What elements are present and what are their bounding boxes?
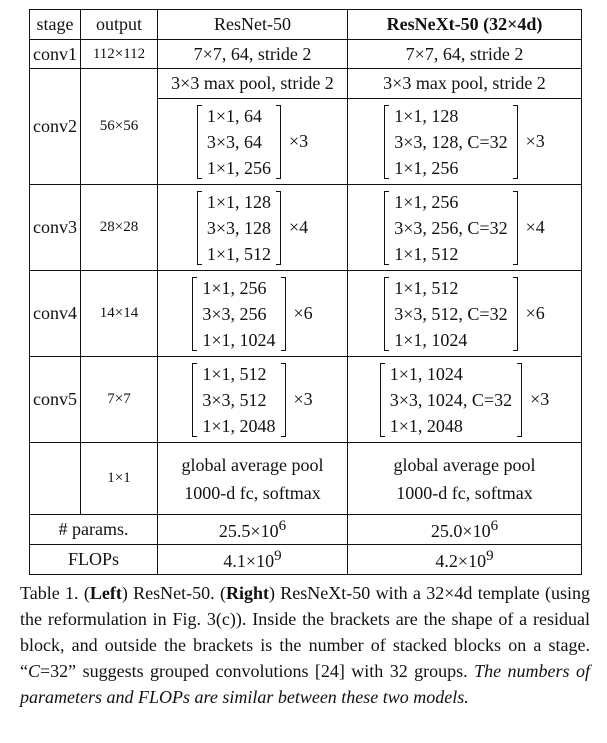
output-cell: 112×112: [81, 40, 158, 69]
table-row: [30, 40, 582, 69]
block-line: 1×1, 1024: [389, 363, 463, 384]
stage-cell: conv2: [30, 69, 81, 185]
flops-exponent: 9: [274, 547, 282, 564]
block-line: 1×1, 512: [394, 277, 459, 298]
block-multiplier: ×6: [525, 303, 545, 323]
block-line: 1×1, 512: [202, 363, 267, 384]
resnet-comparison-table: [29, 9, 582, 575]
block-line: 3×3, 256, C=32: [394, 217, 508, 238]
resnext-final-cell: [348, 443, 582, 515]
block-multiplier: ×4: [289, 217, 309, 237]
block-multiplier: ×6: [293, 303, 313, 323]
params-value: 25.0: [430, 520, 463, 541]
params-multiplier: ×10: [462, 520, 491, 541]
header-resnet: ResNet-50: [158, 10, 348, 40]
block-multiplier: ×3: [530, 389, 550, 409]
table-row: [30, 443, 582, 515]
block-line: 3×3, 64: [206, 131, 262, 152]
table-row: [30, 185, 582, 271]
final-line: global average pool: [393, 454, 536, 475]
params-value: 25.5: [218, 520, 251, 541]
header-stage: stage: [30, 10, 81, 40]
stage-cell: conv5: [30, 357, 81, 443]
resnet-flops-cell: [158, 545, 348, 575]
resnet-final-cell: [158, 443, 348, 515]
resnext-block-cell: [348, 357, 582, 443]
final-line: 1000-d fc, softmax: [184, 482, 321, 503]
block-line: 1×1, 128: [206, 191, 271, 212]
stage-cell: conv1: [30, 40, 81, 69]
resnext-pool-cell: 3×3 max pool, stride 2: [348, 69, 582, 99]
params-multiplier: ×10: [250, 520, 279, 541]
header-output: output: [81, 10, 158, 40]
final-line: global average pool: [181, 454, 324, 475]
flops-row: [30, 545, 582, 575]
caption-text-3: =32” suggests grouped convolutions [24] with 32 groups.: [40, 661, 475, 681]
table-row: [30, 69, 582, 99]
resnext-flops-cell: [348, 545, 582, 575]
caption-prefix: Table 1. (: [20, 583, 90, 603]
output-cell: 28×28: [81, 185, 158, 271]
output-cell: 1×1: [81, 443, 158, 515]
resnet-comparison-table-container: [29, 9, 581, 575]
block-multiplier: ×3: [293, 389, 313, 409]
caption-text-2: ) ResNeXt-50 with a 32×4d template (using the reformulation in Fig. 3(c)). Inside the brackets are the shape of a residual block, and outside the brackets is the number of stacked blocks on a stage. “: [20, 583, 590, 681]
block-line: 3×3, 512, C=32: [394, 303, 508, 324]
table-row: [30, 357, 582, 443]
block-line: 1×1, 256: [202, 277, 267, 298]
block-bracket: [384, 189, 517, 267]
block-multiplier: ×3: [289, 131, 309, 151]
params-exponent: 6: [490, 517, 499, 534]
flops-multiplier: ×10: [245, 550, 275, 571]
block-multiplier: ×4: [525, 217, 545, 237]
resnet-pool-cell: 3×3 max pool, stride 2: [158, 69, 348, 99]
block-line: 1×1, 2048: [389, 415, 463, 436]
block-line: 1×1, 1024: [394, 329, 468, 350]
resnet-params-cell: [158, 515, 348, 545]
block-bracket: [192, 275, 285, 353]
block-line: 3×3, 1024, C=32: [389, 389, 513, 410]
caption-c-variable: C: [28, 661, 41, 681]
params-row: [30, 515, 582, 545]
block-bracket: [192, 361, 285, 439]
block-line: 3×3, 128, C=32: [394, 131, 508, 152]
block-line: 1×1, 2048: [202, 415, 276, 436]
block-line: 1×1, 256: [394, 157, 459, 178]
table-caption: [20, 580, 590, 710]
block-line: 3×3, 128: [206, 217, 271, 238]
caption-italic-conclusion: The numbers of parameters and FLOPs are similar between these two models.: [20, 661, 590, 707]
stage-cell: conv4: [30, 271, 81, 357]
flops-label: FLOPs: [30, 545, 158, 575]
block-bracket: [197, 103, 281, 181]
block-bracket: [197, 189, 281, 267]
caption-text-1: ) ResNet-50. (: [121, 583, 226, 603]
stage-cell: [30, 443, 81, 515]
output-cell: 56×56: [81, 69, 158, 185]
resnet-block-cell: [158, 357, 348, 443]
stage-cell: conv3: [30, 185, 81, 271]
final-line: 1000-d fc, softmax: [396, 482, 533, 503]
resnet-cell: 7×7, 64, stride 2: [158, 40, 348, 69]
header-resnext: ResNeXt-50 (32×4d): [348, 10, 582, 40]
flops-multiplier: ×10: [457, 550, 487, 571]
block-bracket: [380, 361, 522, 439]
resnext-cell: 7×7, 64, stride 2: [348, 40, 582, 69]
block-line: 3×3, 256: [202, 303, 267, 324]
resnext-block-cell: [348, 271, 582, 357]
block-bracket: [384, 275, 517, 353]
block-line: 1×1, 64: [206, 105, 262, 126]
block-line: 1×1, 256: [206, 157, 271, 178]
block-line: 1×1, 128: [394, 105, 459, 126]
block-line: 3×3, 512: [202, 389, 267, 410]
table-row: [30, 271, 582, 357]
flops-value: 4.2: [435, 550, 458, 571]
table-header-row: [30, 10, 582, 40]
block-line: 1×1, 256: [394, 191, 459, 212]
flops-exponent: 9: [486, 547, 494, 564]
block-line: 1×1, 1024: [202, 329, 276, 350]
resnet-block-cell: [158, 99, 348, 185]
resnet-block-cell: [158, 271, 348, 357]
resnext-block-cell: [348, 99, 582, 185]
resnext-params-cell: [348, 515, 582, 545]
params-exponent: 6: [278, 517, 287, 534]
block-bracket: [384, 103, 517, 181]
block-line: 1×1, 512: [206, 243, 271, 264]
flops-value: 4.1: [223, 550, 246, 571]
resnet-block-cell: [158, 185, 348, 271]
output-cell: 14×14: [81, 271, 158, 357]
block-multiplier: ×3: [525, 131, 545, 151]
caption-right-label: Right: [225, 583, 269, 603]
output-cell: 7×7: [81, 357, 158, 443]
params-label: # params.: [30, 515, 158, 545]
caption-left-label: Left: [89, 583, 122, 603]
resnext-block-cell: [348, 185, 582, 271]
block-line: 1×1, 512: [394, 243, 459, 264]
